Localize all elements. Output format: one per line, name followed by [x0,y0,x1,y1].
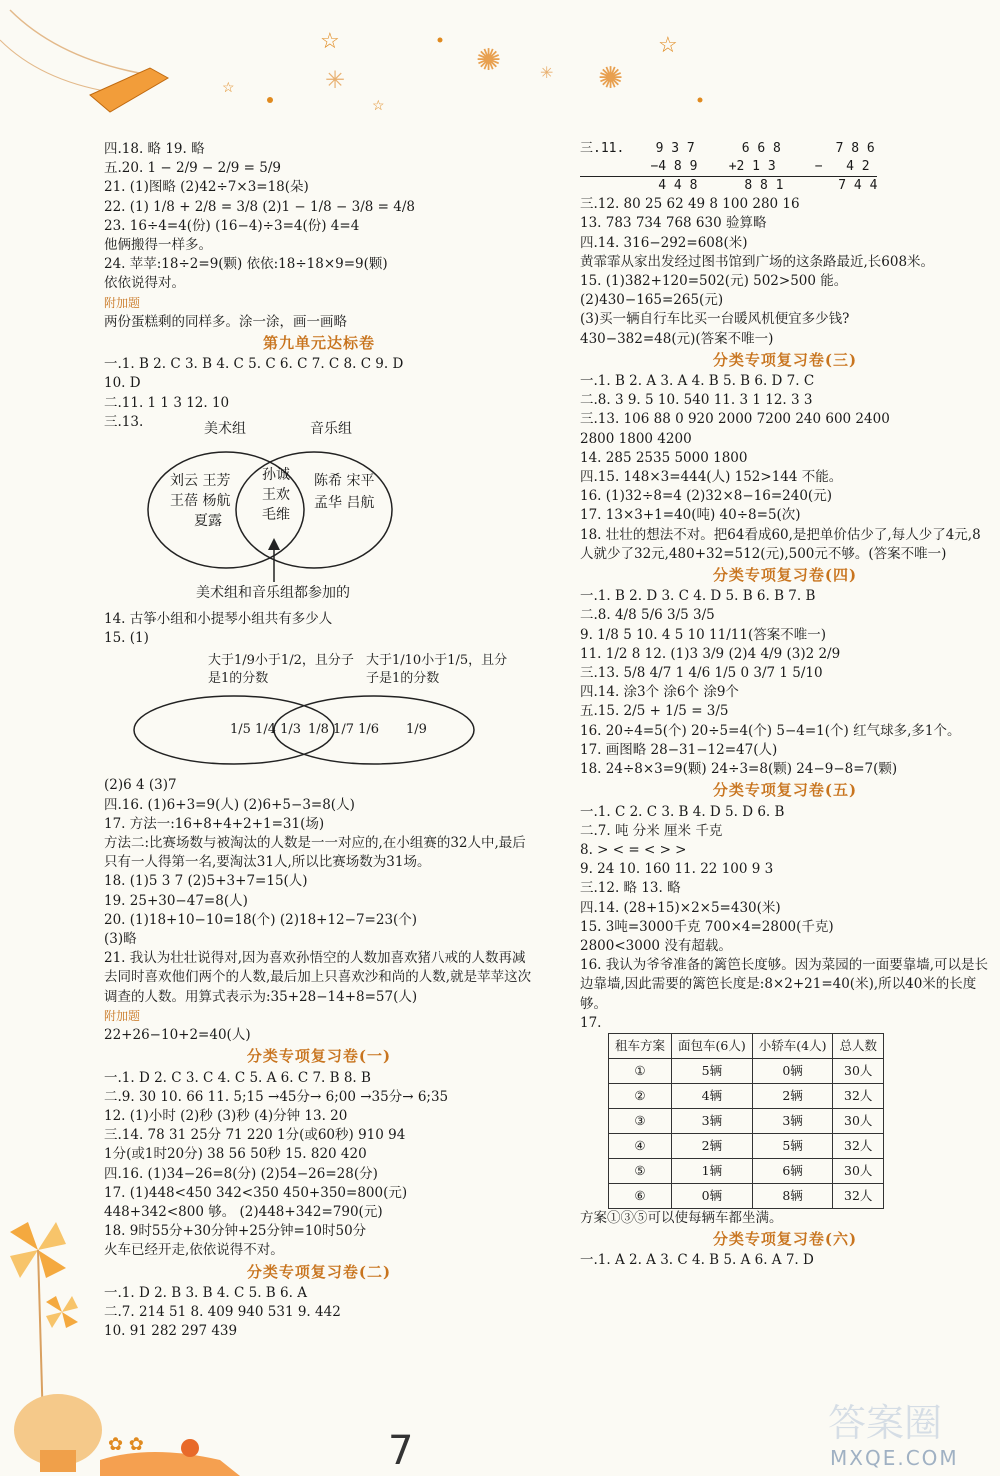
text-line: 三.14. 78 31 25分 71 220 1分(或60秒) 910 94 [104,1127,406,1144]
table-cell: ③ [609,1108,672,1133]
star-icon: ☆ [320,29,340,54]
venn-member: 王蓓 杨航 [170,493,231,510]
text-line: 三.13. [104,413,144,430]
venn-label: 美术组 [204,421,246,438]
table-header-row [609,1033,884,1058]
text-line: 方案①③⑤可以使每辆车都坐满。 [580,1209,783,1226]
table-row [609,1158,884,1183]
text-line: 17. (1)448<450 342<350 450+350=800(元) [104,1184,408,1201]
text-line: 四.14. 涂3个 涂6个 涂9个 [580,684,739,701]
text-line: 三.12. 80 25 62 49 8 100 280 16 [580,196,800,213]
table-cell: 8辆 [752,1183,833,1208]
text-line: 21. (1)图略 (2)42÷7×3=18(朵) [104,179,309,196]
text-line: 13. 783 734 768 630 验算略 [580,215,767,232]
text-line: 17. [580,1014,602,1031]
text-line: 448+342<800 够。 (2)448+342=790(元) [104,1203,383,1220]
table-header: 租车方案 [609,1033,672,1058]
table-cell: ④ [609,1133,672,1158]
text-line: (2)6 4 (3)7 [104,777,177,794]
section-title: 分类专项复习卷(二) [246,1262,392,1281]
table-cell: 30人 [833,1058,884,1083]
table-row [609,1133,884,1158]
text-line: 10. D [104,375,141,392]
text-line: 2800 1800 4200 [580,430,692,447]
text-paragraph: 方法二:比赛场数与被淘汰的人数是一一对应的,在小组赛的32人中,最后只有一人得第一名,要淘汰31人,所以比赛场数为31场。 [104,835,526,871]
venn-member: 刘云 王芳 [170,473,231,490]
table-cell: 0辆 [752,1058,833,1083]
right-column [580,140,990,1271]
venn-member: 1/8 1/7 1/6 [308,722,380,738]
sparkle-icon: ✺ [598,61,624,96]
text-line: 二.7. 214 51 8. 409 940 531 9. 442 [104,1303,341,1320]
section-title: 分类专项复习卷(六) [712,1230,858,1249]
text-paragraph: 16. 我认为爷爷准备的篱笆长度够。因为菜园的一面要靠墙,可以是长边靠墙,因此需要的篱笆长度是:8×2+21=40(米),所以40米的长度够。 [580,957,989,1012]
table-cell: 3辆 [672,1108,753,1133]
text-line: 17. 方法一:16+8+4+2+1=31(场) [104,815,325,832]
table-cell: 32人 [833,1083,884,1108]
text-line: 15. (1) [104,630,149,647]
table-header: 面包车(6人) [672,1033,753,1058]
text-line: 五.20. 1 − 2/9 − 2/9 = 5/9 [104,160,282,177]
sparkle-icon: ✺ [476,43,502,78]
table-cell: 3辆 [752,1108,833,1133]
table-cell: ② [609,1083,672,1108]
text-line: 三.13. 106 88 0 920 2000 7200 240 600 2400 [580,411,890,428]
text-line: 一.1. D 2. B 3. B 4. C 5. B 6. A [104,1284,307,1301]
text-line: 四.15. 148×3=444(人) 152>144 不能。 [580,469,843,486]
text-line: 18. 9时55分+30分钟+25分钟=10时50分 [104,1223,367,1240]
text-line: 2800<3000 没有超载。 [580,937,732,954]
text-line: 一.1. B 2. A 3. A 4. B 5. B 6. D 7. C [580,373,815,390]
text-line: 24. 苹苹:18÷2=9(颗) 依依:18÷18×9=9(颗) [104,256,388,273]
text-paragraph: 黄霏霏从家出发经过图书馆到广场的这条路最近,长608米。 [580,253,935,270]
text-line: (3)略 [104,931,137,948]
text-line: 两份蛋糕剩的同样多。涂一涂，画一画略 [104,313,347,330]
table-cell: 5辆 [752,1133,833,1158]
bonus-label: 附加题 [104,295,141,310]
table-cell: 2辆 [672,1133,753,1158]
header-decoration [0,0,1000,130]
text-line: 14. 285 2535 5000 1800 [580,449,748,466]
text-line: 四.18. 略 19. 略 [104,141,205,157]
text-line: 四.14. (28+15)×2×5=430(米) [580,899,781,916]
venn-member: 孟华 吕航 [314,495,375,512]
text-line: 14. 古筝小组和小提琴小组共有多少人 [104,611,333,628]
text-line: (2)430−165=265(元) [580,292,724,309]
text-line: 10. 91 282 297 439 [104,1323,238,1340]
text-line: 火车已经开走,依依说得不对。 [104,1242,284,1259]
table-cell: 5辆 [672,1058,753,1083]
text-line: 四.16. (1)6+3=9(人) (2)6+5−3=8(人) [104,796,355,813]
table-cell: ① [609,1058,672,1083]
venn-label: 大于1/10小于1/5，且分子是1的分数 [366,653,508,687]
text-line: 三.13. 5/8 4/7 1 4/6 1/5 0 3/7 1 5/10 [580,665,823,682]
venn-member: 1/5 1/4 1/3 [230,722,302,738]
page-number: 7 [388,1428,414,1474]
table-cell: 30人 [833,1108,884,1133]
star-icon: ☆ [658,33,678,58]
text-line: 五.15. 2/5 + 1/5 = 3/5 [580,703,729,720]
text-line: 一.1. A 2. A 3. C 4. B 5. A 6. A 7. D [580,1252,814,1269]
venn-label: 音乐组 [310,421,352,438]
bonus-label: 附加题 [104,1008,141,1023]
table-cell: 1辆 [672,1158,753,1183]
svg-text:答案圈: 答案圈 [828,1401,943,1445]
text-line: 9. 24 10. 160 11. 22 100 9 3 [580,861,774,878]
table-row [609,1083,884,1108]
text-line: 8. > < = < > > [580,841,687,858]
venn-note: 美术组和音乐组都参加的 [196,585,350,602]
vertical-calc: 三.11. 9 3 7 6 6 8 7 8 6 [580,141,875,156]
table-header: 小轿车(4人) [752,1033,833,1058]
venn-label: 大于1/9小于1/2，且分子是1的分数 [208,653,354,687]
text-line: 一.1. B 2. D 3. C 4. D 5. B 6. B 7. B [580,588,816,605]
text-line: 11. 1/2 8 12. (1)3 3/9 (2)4 4/9 (3)2 2/9 [580,645,841,662]
text-line: 22. (1) 1/8 + 2/8 = 3/8 (2)1 − 1/8 − 3/8 = 4/8 [104,198,416,215]
text-line: 二.8. 4/8 5/6 3/5 3/5 [580,607,715,624]
text-line: 三.12. 略 13. 略 [580,880,681,897]
text-line: (3)买一辆自行车比买一台暖风机便宜多少钱? [580,311,850,328]
text-paragraph: 21. 我认为壮壮说得对,因为喜欢孙悟空的人数加喜欢猪八戒的人数再减去同时喜欢他们两个的人数,最后加上只喜欢沙和尚的人数,就是苹苹这次调查的人数。用算式表示为:35+28−14+8=57(人) [104,950,532,1005]
text-line: 430−382=48(元)(答案不唯一) [580,330,774,347]
text-line: 22+26−10+2=40(人) [104,1027,251,1044]
venn-member: 毛维 [262,507,290,524]
svg-text:✿ ✿: ✿ ✿ [108,1434,144,1455]
venn-diagram-fractions [104,648,534,776]
table-header: 总人数 [833,1033,884,1058]
left-column [104,140,534,1341]
table-cell: 32人 [833,1183,884,1208]
text-line: 12. (1)小时 (2)秒 (3)秒 (4)分钟 13. 20 [104,1107,348,1124]
venn-member: 夏露 [194,513,222,530]
section-title: 分类专项复习卷(四) [712,566,858,585]
sparkle-icon: ✳ [540,63,554,82]
text-line: 16. (1)32÷8=4 (2)32×8−16=240(元) [580,488,832,505]
table-cell: ⑥ [609,1183,672,1208]
table-row [609,1108,884,1133]
table-cell: 4辆 [672,1083,753,1108]
text-line: 二.9. 30 10. 66 11. 5;15 →45分→ 6;00 →35分→ 6;35 [104,1088,449,1105]
text-line: 19. 25+30−47=8(人) [104,892,248,909]
text-line: 依依说得对。 [104,275,185,292]
watermark-text: MXQE.COM [830,1446,959,1470]
text-line: 20. (1)18+10−10=18(个) (2)18+12−7=23(个) [104,911,418,928]
table-cell: 0辆 [672,1183,753,1208]
star-icon: ☆ [222,80,235,96]
text-line: 他俩搬得一样多。 [104,237,212,254]
text-line: 一.1. C 2. C 3. B 4. D 5. D 6. B [580,803,785,820]
vertical-calc: −4 8 9 +2 1 3 − 4 2 [580,159,870,174]
text-line: 23. 16÷4=4(份) (16−4)÷3=4(份) 4=4 [104,217,360,234]
text-line: 1分(或1时20分) 38 56 50秒 15. 820 420 [104,1146,367,1163]
section-title: 第九单元达标卷 [262,334,375,353]
star-icon: ☆ [372,98,385,114]
text-line: 二.7. 吨 分米 厘米 千克 [580,822,723,839]
text-line: 17. 13×3+1=40(吨) 40÷8=5(次) [580,507,801,524]
text-line: 15. (1)382+120=502(元) 502>500 能。 [580,273,848,290]
table-cell: 6辆 [752,1158,833,1183]
text-line: 二.8. 3 9. 5 10. 540 11. 3 1 12. 3 3 [580,392,813,409]
text-line: 四.14. 316−292=608(米) [580,234,748,251]
table-cell: 2辆 [752,1083,833,1108]
venn-member: 孙诚 [262,467,290,484]
text-line: 18. 24÷8×3=9(颗) 24÷3=8(颗) 24−9−8=7(颗) [580,761,898,778]
text-line: 一.1. B 2. C 3. B 4. C 5. C 6. C 7. C 8. C 9. D [104,356,404,373]
table-cell: 30人 [833,1158,884,1183]
section-title: 分类专项复习卷(一) [246,1047,392,1066]
rental-plan-table [608,1033,884,1209]
text-line: 15. 3吨=3000千克 700×4=2800(千克) [580,918,834,935]
text-paragraph: 16. 20÷4=5(个) 20÷5=4(个) 5−4=1(个) 红气球多,多1个。 [580,722,961,739]
text-line: 四.16. (1)34−26=8(分) (2)54−26=28(分) [104,1165,378,1182]
text-line: 9. 1/8 5 10. 4 5 10 11/11(答案不唯一) [580,626,826,643]
text-paragraph: 18. 壮壮的想法不对。把64看成60,是把单价估少了,每人少了4元,8人就少了32元,480+32=512(元),500元不够。(答案不唯一) [580,526,981,562]
text-line: 二.11. 1 1 3 12. 10 [104,394,230,411]
section-title: 分类专项复习卷(三) [712,350,858,369]
table-row [609,1058,884,1083]
section-title: 分类专项复习卷(五) [712,781,858,800]
venn-member: 陈希 宋平 [314,473,375,490]
sparkle-icon: ✳ [325,66,346,94]
table-row [609,1183,884,1208]
text-line: 17. 画图略 28−31−12=47(人) [580,741,778,758]
venn-member: 王欢 [262,487,290,504]
venn-member: 1/9 [406,722,427,738]
table-cell: ⑤ [609,1158,672,1183]
vertical-calc: 4 4 8 8 8 1 7 4 4 [580,178,878,193]
text-line: 18. (1)5 3 7 (2)5+3+7=15(人) [104,873,308,890]
table-cell: 32人 [833,1133,884,1158]
text-line: 一.1. D 2. C 3. C 4. C 5. A 6. C 7. B 8. B [104,1069,371,1086]
